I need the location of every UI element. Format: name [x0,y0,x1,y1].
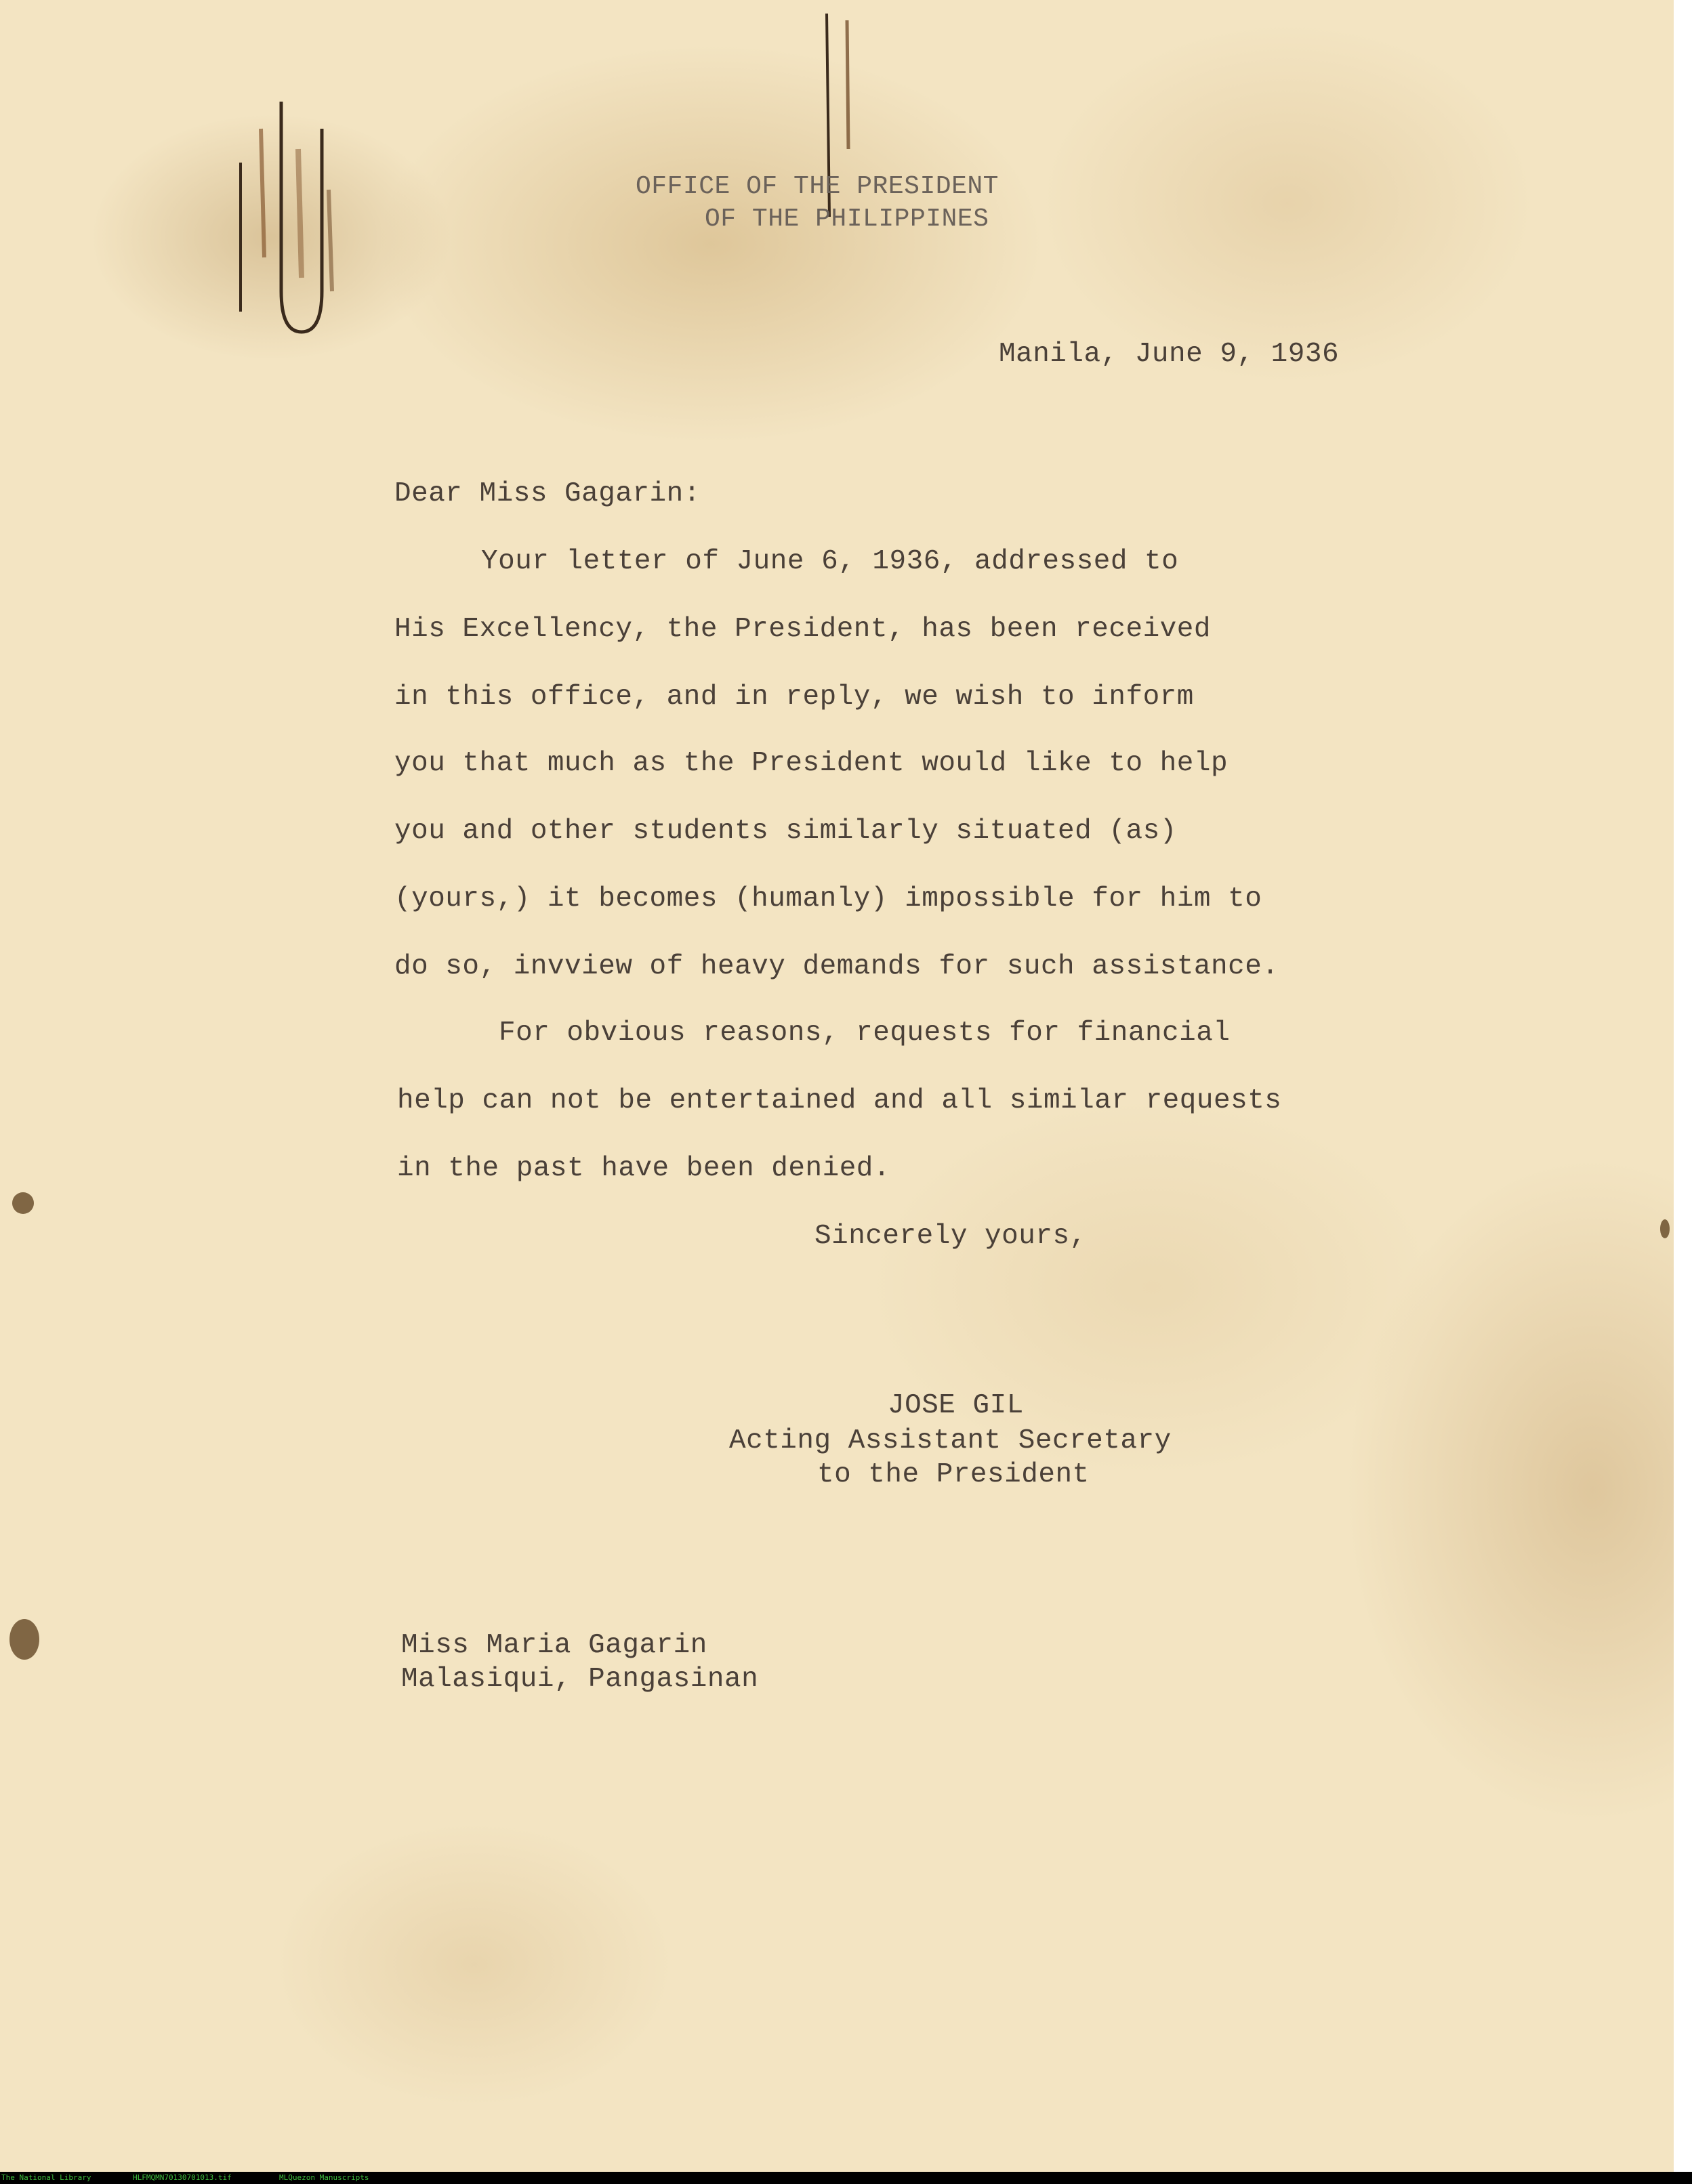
salutation: Dear Miss Gagarin: [394,478,701,509]
stain-spot [12,1192,34,1214]
body-line: His Excellency, the President, has been received [394,614,1211,645]
closing: Sincerely yours, [814,1221,1087,1252]
body-line: help can not be entertained and all similar requests [397,1085,1282,1116]
signer-title-line-1: Acting Assistant Secretary [729,1425,1172,1456]
stain-spot [9,1619,39,1660]
letter-date: Manila, June 9, 1936 [999,339,1340,370]
body-line: Your letter of June 6, 1936, addressed to [481,546,1179,577]
scan-footer-bar [0,2172,1692,2184]
signer-name: JOSE GIL [888,1390,1024,1421]
body-line: For obvious reasons, requests for financial [499,1017,1231,1049]
letterhead-line-1: OFFICE OF THE PRESIDENT [636,172,999,201]
letterhead-line-2: OF THE PHILIPPINES [705,205,989,234]
recipient-address: Malasiqui, Pangasinan [401,1664,759,1695]
signer-title-line-2: to the President [817,1459,1090,1490]
body-line: (yours,) it becomes (humanly) impossible for him to [394,883,1262,915]
footer-library: The National Library [1,2173,91,2182]
body-line: you that much as the President would like to help [394,748,1229,779]
body-line: you and other students similarly situated (as) [394,816,1177,847]
footer-collection: MLQuezon Manuscripts [279,2173,369,2182]
body-line: in this office, and in reply, we wish to inform [394,681,1194,713]
footer-file-id: HLFMQMN70130701013.tif [133,2173,232,2182]
recipient-name: Miss Maria Gagarin [401,1630,707,1661]
body-line: in the past have been denied. [397,1153,891,1184]
body-line: do so, invview of heavy demands for such assistance. [394,951,1279,982]
stain-spot [1660,1219,1670,1238]
paper-clip-mark [234,88,342,345]
